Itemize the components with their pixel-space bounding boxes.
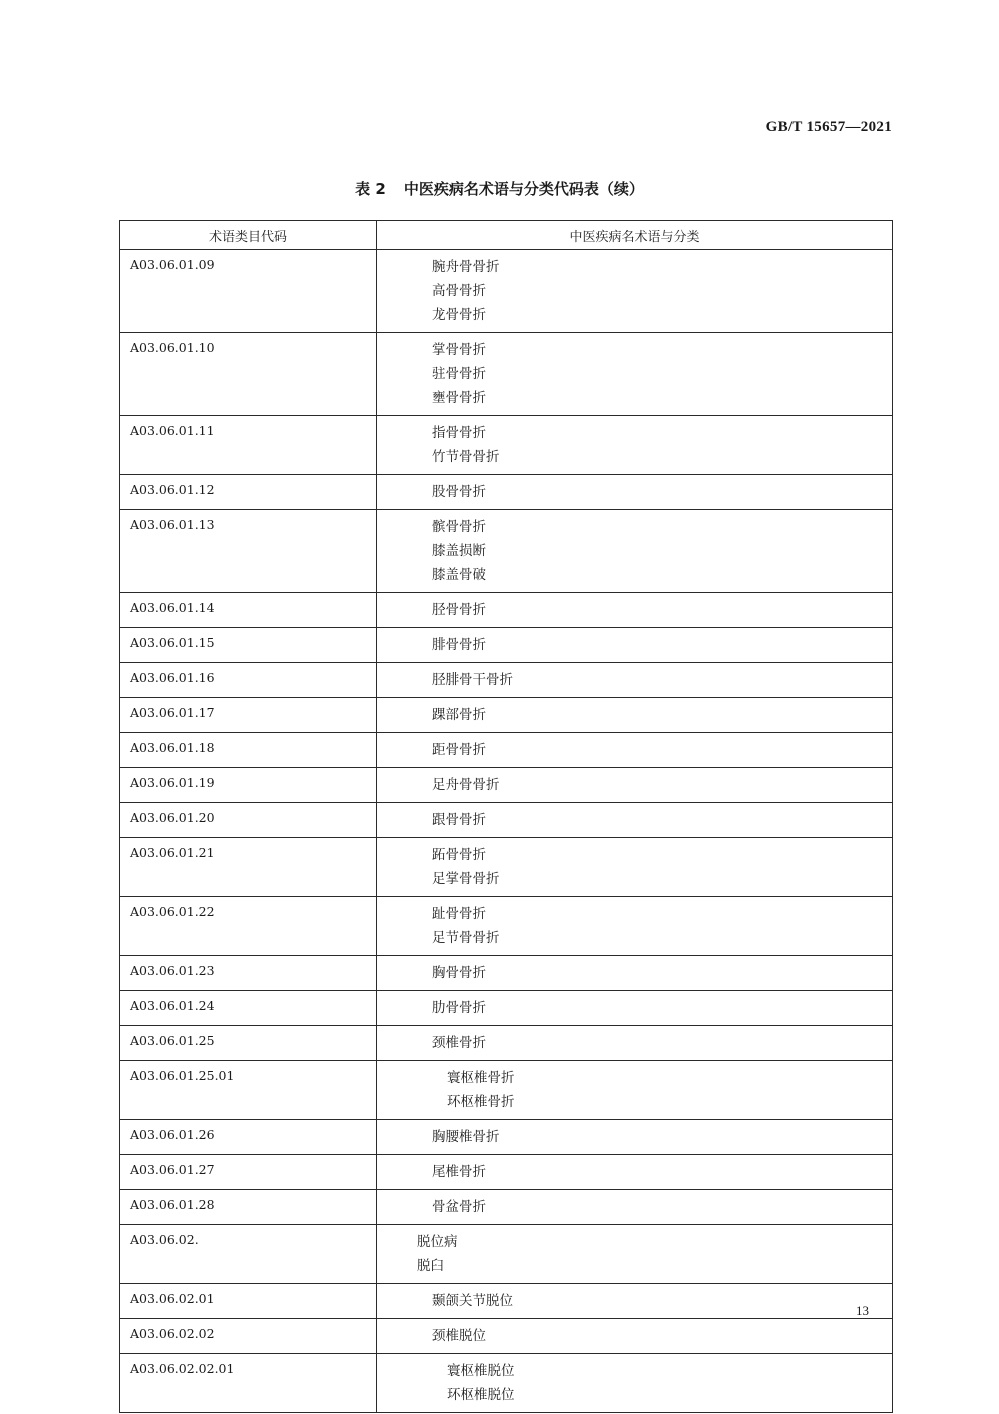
category-code-cell: [120, 838, 377, 897]
table-row: [120, 475, 893, 510]
category-code: A03.06.02.02: [130, 1326, 215, 1341]
disease-term: 颈椎脱位: [432, 1328, 486, 1344]
disease-term: 颈椎骨折: [432, 1035, 486, 1051]
category-code: A03.06.01.16: [130, 670, 215, 685]
category-code-cell: [120, 510, 377, 593]
terms-cell: [377, 333, 893, 416]
category-code: A03.06.01.24: [130, 998, 215, 1013]
category-code-cell: [120, 628, 377, 663]
category-code: A03.06.01.25.01: [130, 1068, 235, 1083]
category-code-cell: [120, 733, 377, 768]
table-caption: [0, 178, 999, 199]
table-title: 中医疾病名术语与分类代码表（续）: [403, 180, 644, 198]
column-header-code: 术语类目代码: [120, 221, 377, 250]
column-header-terms: 中医疾病名术语与分类: [377, 221, 893, 250]
table-row: [120, 1284, 893, 1319]
disease-term: 脱位病: [417, 1234, 458, 1250]
disease-term: 高骨骨折: [432, 283, 486, 299]
table-row: [120, 1155, 893, 1190]
disease-term: 膝盖损断: [432, 543, 486, 559]
category-code-cell: [120, 768, 377, 803]
table-row: [120, 1026, 893, 1061]
disease-term: 颞颌关节脱位: [432, 1293, 513, 1309]
category-code: A03.06.01.17: [130, 705, 215, 720]
table-row: [120, 698, 893, 733]
table-row: [120, 250, 893, 333]
disease-term: 跟骨骨折: [432, 812, 486, 828]
category-code: A03.06.01.26: [130, 1127, 215, 1142]
category-code: A03.06.01.19: [130, 775, 215, 790]
category-code: A03.06.01.10: [130, 340, 215, 355]
terms-cell: [377, 733, 893, 768]
disease-term: 龙骨骨折: [432, 307, 486, 323]
table-label: 表 2: [355, 180, 386, 198]
terms-cell: [377, 416, 893, 475]
category-code: A03.06.01.22: [130, 904, 215, 919]
table-row: [120, 733, 893, 768]
table-row: [120, 1061, 893, 1120]
disease-term: 肋骨骨折: [432, 1000, 486, 1016]
terms-cell: [377, 1026, 893, 1061]
terms-cell: [377, 803, 893, 838]
category-code-cell: [120, 416, 377, 475]
disease-term: 趾骨骨折: [432, 906, 486, 922]
terms-cell: [377, 593, 893, 628]
terms-cell: [377, 1319, 893, 1354]
category-code: A03.06.01.13: [130, 517, 215, 532]
table-row: [120, 897, 893, 956]
category-code-cell: [120, 1120, 377, 1155]
disease-term: 胫骨骨折: [432, 602, 486, 618]
disease-term: 腓骨骨折: [432, 637, 486, 653]
terms-cell: [377, 838, 893, 897]
terms-cell: [377, 1155, 893, 1190]
terms-cell: [377, 1225, 893, 1284]
table-row: [120, 510, 893, 593]
disease-term: 寰枢椎脱位: [447, 1363, 515, 1379]
category-code-cell: [120, 956, 377, 991]
disease-term: 距骨骨折: [432, 742, 486, 758]
disease-term: 壅骨骨折: [432, 390, 486, 406]
category-code-cell: [120, 250, 377, 333]
category-code-cell: [120, 593, 377, 628]
terminology-table: [119, 220, 893, 1413]
terms-cell: [377, 250, 893, 333]
category-code-cell: [120, 1026, 377, 1061]
terms-cell: [377, 663, 893, 698]
category-code-cell: [120, 1190, 377, 1225]
disease-term: 环枢椎骨折: [447, 1094, 515, 1110]
table-header-row: [120, 221, 893, 250]
disease-term: 寰枢椎骨折: [447, 1070, 515, 1086]
category-code-cell: [120, 1061, 377, 1120]
terms-cell: [377, 475, 893, 510]
disease-term: 胫腓骨干骨折: [432, 672, 513, 688]
terms-cell: [377, 991, 893, 1026]
category-code-cell: [120, 1155, 377, 1190]
table-row: [120, 956, 893, 991]
table-row: [120, 768, 893, 803]
disease-term: 髌骨骨折: [432, 519, 486, 535]
table-row: [120, 803, 893, 838]
terms-cell: [377, 956, 893, 991]
category-code: A03.06.02.02.01: [130, 1361, 235, 1376]
terms-cell: [377, 628, 893, 663]
category-code: A03.06.02.: [130, 1232, 199, 1247]
terms-cell: [377, 768, 893, 803]
disease-term: 骨盆骨折: [432, 1199, 486, 1215]
disease-term: 指骨骨折: [432, 425, 486, 441]
category-code: A03.06.01.28: [130, 1197, 215, 1212]
disease-term: 竹节骨骨折: [432, 449, 500, 465]
disease-term: 跖骨骨折: [432, 847, 486, 863]
terms-cell: [377, 897, 893, 956]
terms-cell: [377, 698, 893, 733]
terms-cell: [377, 1120, 893, 1155]
disease-term: 胸骨骨折: [432, 965, 486, 981]
disease-term: 掌骨骨折: [432, 342, 486, 358]
page-number: 13: [856, 1303, 869, 1318]
disease-term: 足舟骨骨折: [432, 777, 500, 793]
category-code-cell: [120, 1319, 377, 1354]
disease-term: 踝部骨折: [432, 707, 486, 723]
table-row: [120, 628, 893, 663]
table-row: [120, 991, 893, 1026]
category-code: A03.06.01.21: [130, 845, 215, 860]
disease-term: 环枢椎脱位: [447, 1387, 515, 1403]
table-row: [120, 1190, 893, 1225]
disease-term: 腕舟骨骨折: [432, 259, 500, 275]
category-code: A03.06.01.18: [130, 740, 215, 755]
category-code-cell: [120, 991, 377, 1026]
terms-cell: [377, 510, 893, 593]
table-row: [120, 416, 893, 475]
disease-term: 股骨骨折: [432, 484, 486, 500]
disease-term: 足掌骨骨折: [432, 871, 500, 887]
table-body: [120, 250, 893, 1413]
disease-term: 足节骨骨折: [432, 930, 500, 946]
category-code-cell: [120, 475, 377, 510]
category-code: A03.06.01.23: [130, 963, 215, 978]
category-code: A03.06.01.12: [130, 482, 215, 497]
table-row: [120, 1120, 893, 1155]
category-code: A03.06.01.20: [130, 810, 215, 825]
category-code-cell: [120, 698, 377, 733]
category-code: A03.06.01.25: [130, 1033, 215, 1048]
disease-term: 膝盖骨破: [432, 567, 486, 583]
category-code-cell: [120, 897, 377, 956]
category-code-cell: [120, 1225, 377, 1284]
terms-cell: [377, 1354, 893, 1413]
table-row: [120, 838, 893, 897]
disease-term: 驻骨骨折: [432, 366, 486, 382]
terms-cell: [377, 1061, 893, 1120]
table-row: [120, 1319, 893, 1354]
table-row: [120, 593, 893, 628]
disease-term: 胸腰椎骨折: [432, 1129, 500, 1145]
table-row: [120, 1354, 893, 1413]
category-code: A03.06.01.15: [130, 635, 215, 650]
terms-cell: [377, 1284, 893, 1319]
disease-term: 脱臼: [417, 1258, 444, 1274]
table-row: [120, 1225, 893, 1284]
table-row: [120, 663, 893, 698]
category-code-cell: [120, 1284, 377, 1319]
category-code-cell: [120, 333, 377, 416]
category-code: A03.06.01.14: [130, 600, 215, 615]
category-code-cell: [120, 663, 377, 698]
category-code: A03.06.01.11: [130, 423, 215, 438]
category-code-cell: [120, 803, 377, 838]
terms-cell: [377, 1190, 893, 1225]
category-code: A03.06.01.09: [130, 257, 215, 272]
disease-term: 尾椎骨折: [432, 1164, 486, 1180]
category-code: A03.06.01.27: [130, 1162, 215, 1177]
category-code: A03.06.02.01: [130, 1291, 215, 1306]
table-row: [120, 333, 893, 416]
standard-number: GB/T 15657—2021: [765, 119, 892, 135]
category-code-cell: [120, 1354, 377, 1413]
